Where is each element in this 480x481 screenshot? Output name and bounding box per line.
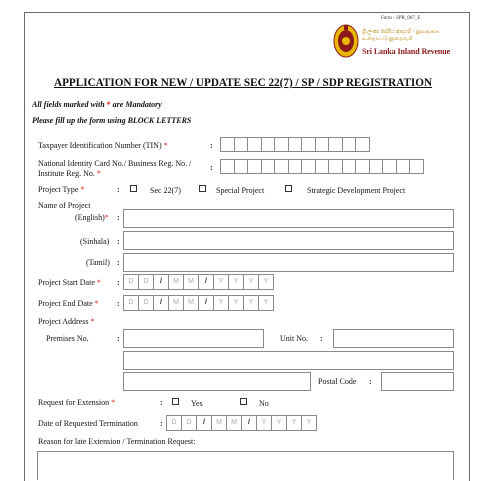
- form-title: APPLICATION FOR NEW / UPDATE SEC 22(7) / SP / SDP REGISTRATION: [54, 77, 433, 89]
- org-name: Sri Lanka Inland Revenue: [362, 47, 451, 56]
- colon: :: [320, 334, 323, 343]
- name-english-input[interactable]: [123, 209, 454, 228]
- colon: :: [117, 334, 120, 343]
- extension-yes-label: Yes: [191, 399, 203, 408]
- city-input[interactable]: [123, 372, 311, 391]
- name-sinhala-input[interactable]: [123, 231, 454, 250]
- colon: :: [117, 213, 120, 222]
- special-project-label: Special Project: [216, 186, 265, 195]
- colon: :: [210, 163, 213, 172]
- block-letters-note: Please fill up the form using BLOCK LETTERS: [32, 116, 192, 125]
- tin-label: Taxpayer Identification Number (TIN) *: [38, 141, 168, 150]
- form-number: Form - SPR_007_E: [381, 16, 421, 21]
- org-name-local: ශ්‍රී ලංකා දේශීය ආදායම් / இலங்கை உள்நாட்டு இறைவரி: [362, 29, 440, 42]
- project-type-label: Project Type *: [38, 185, 85, 194]
- premises-input[interactable]: [123, 329, 264, 348]
- colon: :: [117, 258, 120, 267]
- end-date-input[interactable]: D D / M M / Y Y Y Y: [123, 295, 273, 311]
- mandatory-note: All fields marked with * are Mandatory: [32, 100, 162, 109]
- colon: :: [117, 299, 120, 308]
- start-date-input[interactable]: D D / M M / Y Y Y Y: [123, 274, 273, 290]
- premises-label: Premises No.: [46, 334, 89, 343]
- sec-22-7-checkbox[interactable]: [130, 185, 137, 192]
- postal-code-label: Postal Code: [318, 377, 357, 386]
- name-of-project-label: Name of Project: [38, 201, 91, 210]
- reason-textarea[interactable]: [37, 451, 454, 480]
- extension-no-label: No: [259, 399, 269, 408]
- colon: :: [210, 141, 213, 150]
- name-tamil-label: (Tamil): [86, 258, 110, 267]
- colon: :: [117, 185, 120, 194]
- name-tamil-input[interactable]: [123, 253, 454, 272]
- extension-label: Request for Extension *: [38, 398, 116, 407]
- colon: :: [160, 419, 163, 428]
- name-sinhala-label: (Sinhala): [80, 237, 110, 246]
- start-date-label: Project Start Date *: [38, 278, 101, 287]
- special-project-checkbox[interactable]: [199, 185, 206, 192]
- unit-no-label: Unit No.: [280, 334, 308, 343]
- tin-input-cells[interactable]: [220, 137, 369, 152]
- postal-code-input[interactable]: [381, 372, 454, 391]
- termination-date-input[interactable]: D D / M M / Y Y Y Y: [166, 415, 316, 431]
- strategic-development-label: Strategic Development Project: [307, 186, 406, 195]
- colon: :: [117, 237, 120, 246]
- colon: :: [160, 398, 163, 407]
- colon: :: [117, 278, 120, 287]
- unit-no-input[interactable]: [333, 329, 454, 348]
- name-english-label: (English)*: [75, 213, 109, 222]
- sri-lanka-emblem-icon: [333, 24, 359, 58]
- extension-no-checkbox[interactable]: [240, 398, 247, 405]
- reason-label: Reason for late Extension / Termination Request:: [38, 437, 196, 446]
- address-line-input[interactable]: [123, 351, 454, 370]
- extension-yes-checkbox[interactable]: [172, 398, 179, 405]
- colon: :: [369, 377, 372, 386]
- project-address-label: Project Address *: [38, 317, 95, 326]
- end-date-label: Project End Date *: [38, 299, 99, 308]
- strategic-development-checkbox[interactable]: [285, 185, 292, 192]
- requested-termination-label: Date of Requested Termination: [38, 419, 138, 428]
- sec-22-7-label: Sec 22(7): [150, 186, 181, 195]
- nic-input-cells[interactable]: [220, 159, 423, 174]
- nic-label: National Identity Card No./ Business Reg. No. / Institute Reg. No. *: [38, 159, 192, 178]
